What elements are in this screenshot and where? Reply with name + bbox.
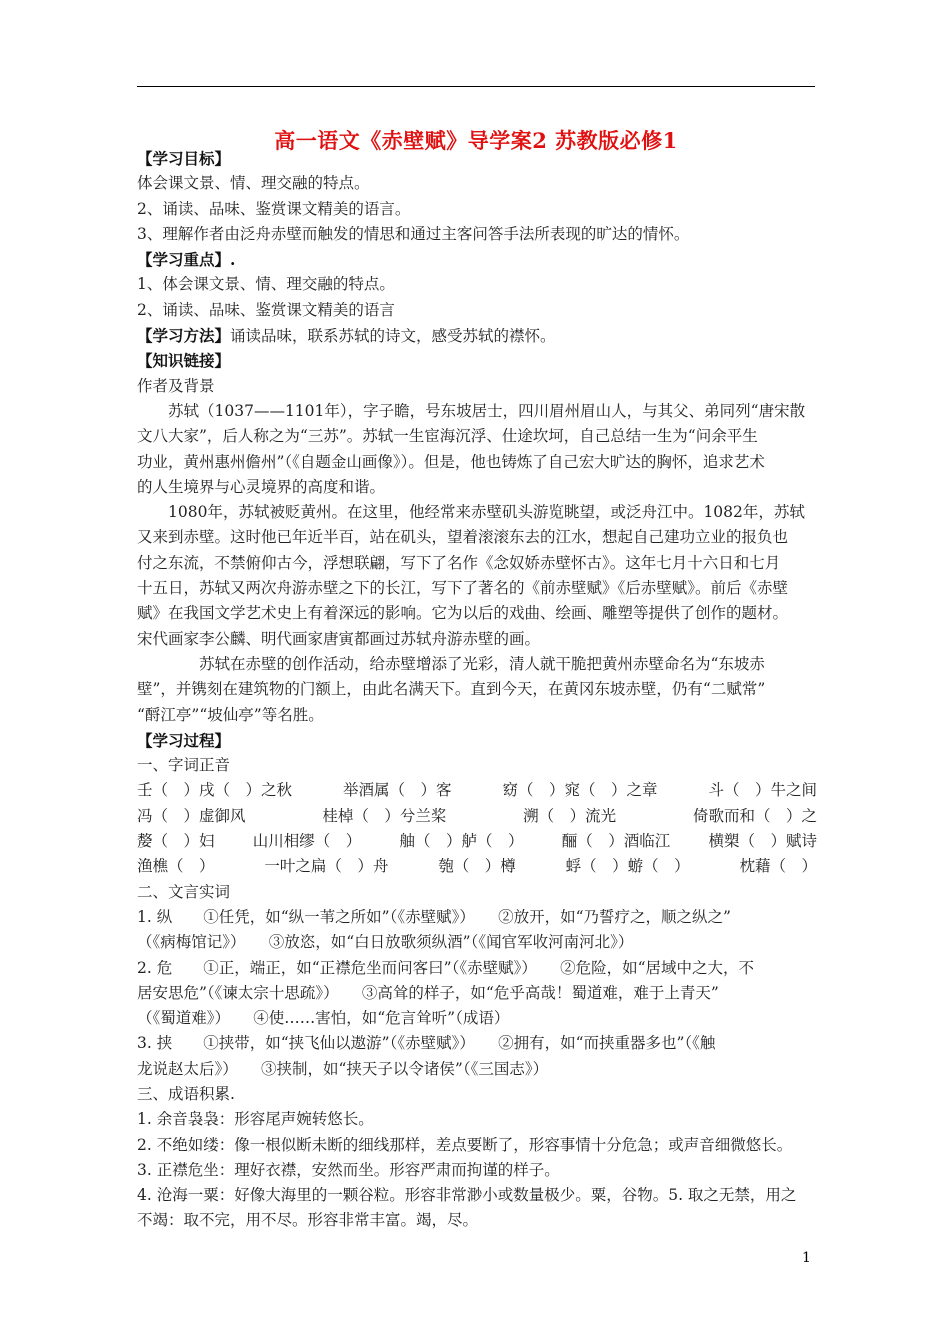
text-line: 1080年，苏轼被贬黄州。在这里，他经常来赤壁矶头游览眺望，或泛舟江中。1082年，苏轼 [168, 503, 805, 522]
section-heading: 【学习目标】 [137, 149, 231, 168]
text-line: 2. 危 ①正，端正，如“正襟危坐而问客曰”（《赤壁赋》） ②危险，如“居域中之大，不 [137, 958, 754, 977]
text-line: 2、诵读、品味、鉴赏课文精美的语言 [137, 300, 395, 319]
text-line: 3、理解作者由泛舟赤壁而触发的情思和通过主客问答手法所表现的旷达的情怀。 [137, 224, 690, 243]
phonetic-row [137, 829, 817, 854]
text-line: 苏轼在赤壁的创作活动，给赤壁增添了光彩，清人就干脆把黄州赤壁命名为“东坡赤 [199, 654, 765, 673]
section-heading: 【知识链接】 [137, 351, 231, 371]
page-title: 高一语文《赤壁赋》导学案2 苏教版必修1 [274, 128, 678, 153]
text-line: 壁”，并镌刻在建筑物的门额上，由此名满天下。直到今天，在黄冈东坡赤壁，仍有“二赋常” [137, 680, 766, 699]
phonetic-item: 一叶之扁（ ）舟 [264, 857, 389, 876]
phonetic-item: 窈（ ）窕（ ）之章 [502, 781, 658, 800]
text-line: 1. 纵 ①任凭，如“纵一苇之所如”（《赤壁赋》） ②放开，如“乃誓疗之，顺之纵之” [137, 907, 731, 926]
text-line: 功业，黄州惠州儋州”（《自题金山画像》）。但是，他也铸炼了自己宏大旷达的胸怀，追求艺术 [137, 452, 765, 471]
phonetic-row [137, 778, 817, 803]
phonetic-item: 渔樵（ ） [137, 857, 215, 876]
text-line: 三、成语积累. [137, 1084, 235, 1103]
phonetic-item: 蜉（ ）蝣（ ） [565, 857, 690, 876]
section-vocab [137, 880, 817, 1234]
text-line: 赋》在我国文学艺术史上有着深远的影响。它为以后的戏曲、绘画、雕塑等提供了创作的题材。 [137, 604, 789, 623]
phonetic-item: 横槊（ ）赋诗 [708, 832, 817, 851]
phonetic-item: 嫠（ ）妇 [137, 832, 215, 851]
text-line: 2、诵读、品味、鉴赏课文精美的语言。 [137, 199, 411, 218]
text-line: 苏轼（1037——1101年），字子瞻，号东坡居士，四川眉州眉山人，与其父、弟同列“唐宋散 [168, 401, 806, 420]
text-line: 4. 沧海一粟：好像大海里的一颗谷粒。形容非常渺小或数量极少。粟，谷物。5. 取之无禁，用之 [137, 1186, 797, 1205]
text-line: 居安思危”（《谏太宗十思疏》） ③高耸的样子，如“危乎高哉！蜀道难，难于上青天” [137, 983, 719, 1002]
text-line: 3. 挟 ①挟带，如“挟飞仙以遨游”（《赤壁赋》） ②拥有，如“而挟重器多也”（《触 [137, 1034, 716, 1053]
section-heading: 【学习方法】 [137, 326, 231, 346]
section-intro [137, 146, 817, 778]
phonetic-row [137, 804, 817, 829]
text-line: 1. 余音袅袅：形容尾声婉转悠长。 [137, 1110, 374, 1129]
text-line: 二、文言实词 [137, 882, 231, 901]
phonetic-item: 桂棹（ ）兮兰桨 [322, 806, 447, 825]
text-line: 十五日，苏轼又两次舟游赤壁之下的长江，写下了著名的《前赤壁赋》《后赤壁赋》。前后《赤壁 [137, 579, 789, 598]
text-line: 宋代画家李公麟、明代画家唐寅都画过苏轼舟游赤壁的画。 [137, 629, 541, 648]
phonetic-row [137, 854, 817, 879]
section-heading: 【学习重点】. [137, 250, 236, 270]
document-body [137, 146, 817, 1234]
text-line [137, 323, 817, 348]
phonetic-item: 冯（ ）虚御风 [137, 806, 246, 825]
text-line: 一、字词正音 [137, 756, 231, 775]
phonetic-item: 枕藉（ ） [739, 857, 817, 876]
text-line: 作者及背景 [137, 376, 215, 395]
page-number: 1 [802, 1250, 811, 1266]
text-line: 不竭：取不完，用不尽。形容非常丰富。竭，尽。 [137, 1211, 479, 1230]
text-line: “酹江亭”“坡仙亭”等名胜。 [137, 705, 324, 724]
section-heading: 【学习过程】 [137, 730, 231, 750]
phonetic-item: 举酒属（ ）客 [342, 781, 452, 800]
text-line: 的人生境界与心灵境界的高度和谐。 [137, 477, 386, 496]
text-line: 龙说赵太后》） ③挟制，如“挟天子以令诸侯”（《三国志》） [137, 1059, 549, 1078]
text-line: 付之东流，不禁俯仰古今，浮想联翩，写下了名作《念奴娇赤壁怀古》。这年七月十六日和七月 [137, 553, 781, 572]
text-line: 文八大家”，后人称之为“三苏”。苏轼一生宦海沉浮、仕途坎坷，自己总结一生为“问余平生 [137, 427, 758, 446]
phonetic-item: 山川相缪（ ） [252, 832, 362, 851]
phonetic-item: 酾（ ）酒临江 [561, 832, 671, 851]
text-line: 2. 不绝如缕：像一根似断未断的细线那样，差点要断了，形容事情十分危急；或声音细微悠长。 [137, 1135, 793, 1154]
phonetic-item: 壬（ ）戌（ ）之秋 [137, 781, 293, 800]
text-line: 又来到赤壁。这时他已年近半百，站在矶头，望着滚滚东去的江水，想起自己建功立业的报负也 [137, 528, 789, 547]
phonetic-item: 匏（ ）樽 [438, 857, 516, 876]
text-line: （《病梅馆记》） ③放恣，如“白日放歌须纵酒”（《闻官军收河南河北》） [137, 933, 634, 952]
top-rule [137, 86, 815, 87]
text-line: 体会课文景、情、理交融的特点。 [137, 174, 370, 193]
text-line: 3. 正襟危坐：理好衣襟，安然而坐。形容严肃而拘谨的样子。 [137, 1160, 560, 1179]
phonetic-item: 斗（ ）牛之间 [708, 781, 817, 800]
phonetic-item: 倚歌而和（ ）之 [692, 806, 817, 825]
phonetic-exercise [137, 778, 817, 879]
phonetic-item: 溯（ ）流光 [523, 806, 617, 825]
text-line: 诵读品味，联系苏轼的诗文，感受苏轼的襟怀。 [230, 327, 556, 346]
text-line: （《蜀道难》） ④使……害怕，如“危言耸听”（成语） [137, 1009, 510, 1028]
text-line: 1、体会课文景、情、理交融的特点。 [137, 275, 395, 294]
phonetic-item: 舳（ ）舻（ ） [399, 832, 524, 851]
